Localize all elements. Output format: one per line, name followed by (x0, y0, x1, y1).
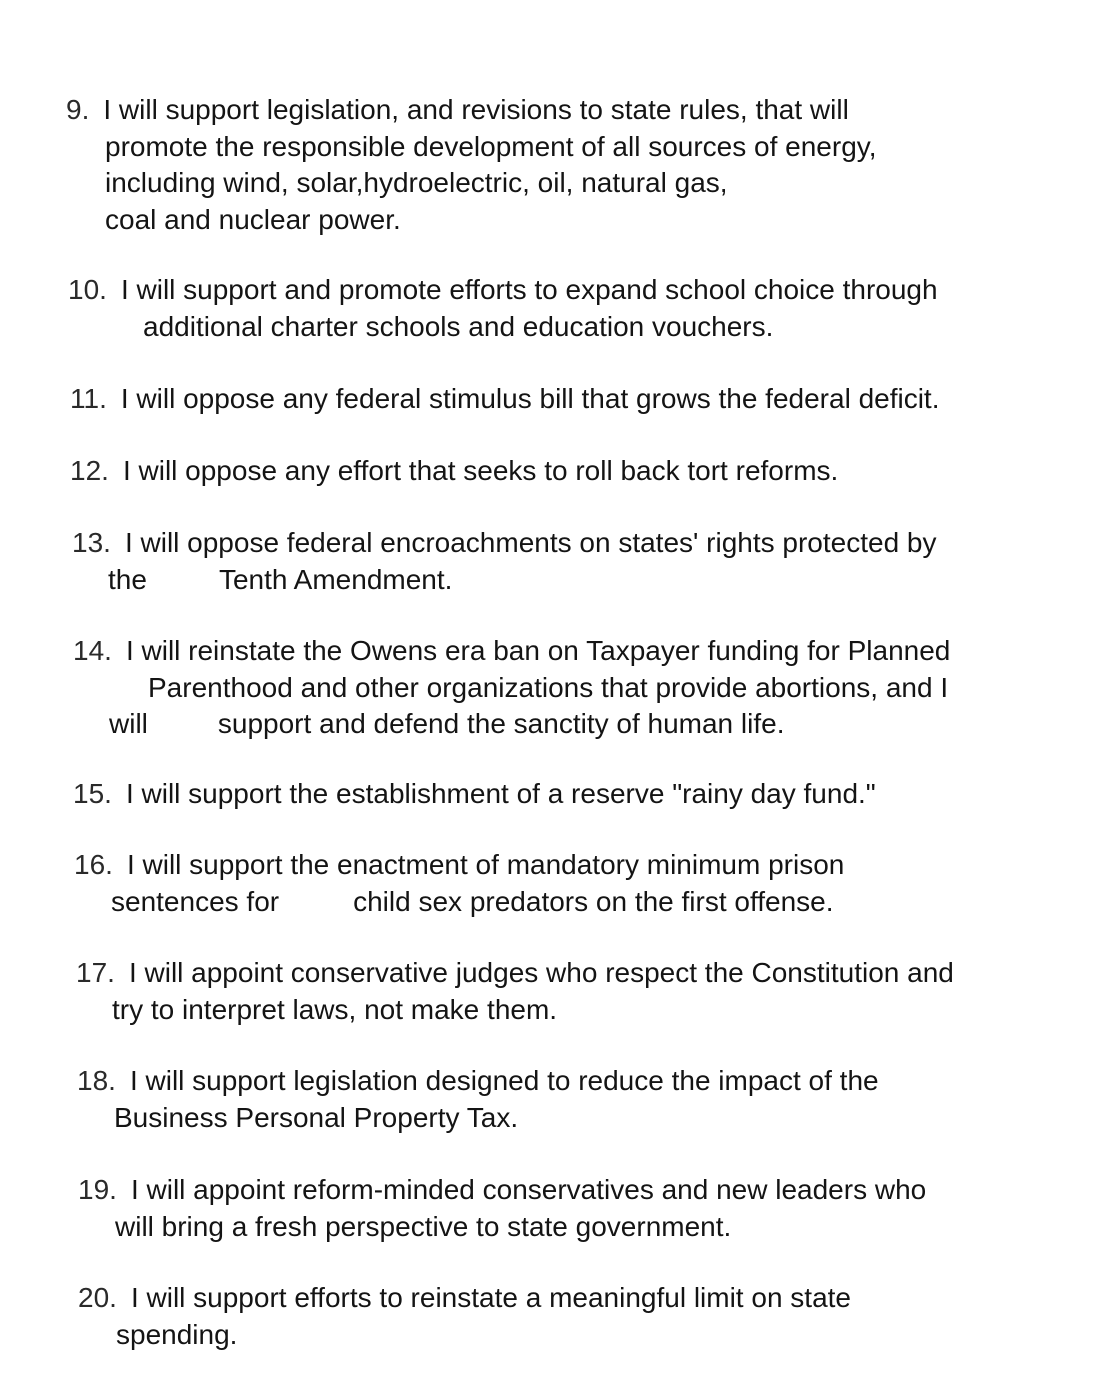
pledge-text: Business Personal Property Tax. (114, 1101, 519, 1133)
pledge-text: I will support legislation designed to reduce the impact of the (129, 1065, 879, 1096)
pledge-12 (70, 453, 838, 490)
pledge-text: Parenthood and other organizations that provide abortions, and I (148, 671, 949, 703)
pledge-number: 11. (70, 383, 107, 414)
pledge-number: 19. (78, 1174, 117, 1205)
pledge-17 (76, 955, 954, 1028)
pledge-text: try to interpret laws, not make them. (112, 993, 558, 1025)
pledge-text: spending. (116, 1318, 238, 1350)
pledge-number: 13. (72, 527, 111, 558)
pledge-text: I will support and promote efforts to expand school choice through (120, 274, 938, 305)
pledge-text: I will appoint reform-minded conservatives and new leaders who (130, 1174, 927, 1205)
pledge-number: 16. (74, 849, 113, 880)
pledge-text: I will reinstate the Owens era ban on Taxpayer funding for Planned (125, 635, 951, 666)
pledge-20 (78, 1280, 851, 1353)
pledge-14 (73, 633, 950, 743)
pledge-text: coal and nuclear power. (105, 203, 401, 235)
pledge-text: will (109, 708, 148, 739)
pledge-text: additional charter schools and education vouchers. (143, 310, 774, 342)
pledge-text: including wind, solar,hydroelectric, oil, natural gas, (105, 167, 728, 198)
pledge-text: the (108, 563, 147, 595)
pledge-text: I will oppose any federal stimulus bill that grows the federal deficit. (120, 383, 940, 414)
pledge-number: 14. (73, 635, 112, 666)
pledge-11 (70, 381, 940, 418)
pledge-text: I will oppose federal encroachments on states' rights protected by (124, 527, 937, 558)
pledge-number: 18. (77, 1065, 116, 1096)
pledge-text: I will support efforts to reinstate a meaningful limit on state (130, 1282, 851, 1313)
pledge-10 (68, 272, 938, 345)
pledge-text: will bring a fresh perspective to state government. (115, 1210, 732, 1242)
pledge-9 (66, 92, 876, 238)
pledge-text: I will appoint conservative judges who respect the Constitution and (128, 957, 954, 988)
pledge-text: Tenth Amendment. (218, 563, 453, 595)
pledge-text: promote the responsible development of all sources of energy, (105, 130, 877, 162)
pledge-text: sentences for (111, 885, 280, 917)
pledge-13 (72, 525, 937, 598)
pledge-text: I will oppose any effort that seeks to roll back tort reforms. (122, 455, 839, 486)
pledge-number: 9. (66, 94, 90, 125)
pledge-number: 17. (76, 957, 115, 988)
pledge-number: 10. (68, 274, 107, 305)
pledge-18 (77, 1063, 879, 1136)
pledge-16 (74, 847, 844, 920)
pledge-text: child sex predators on the first offense. (353, 885, 834, 917)
pledge-number: 15. (73, 778, 112, 809)
pledge-19 (78, 1172, 926, 1245)
pledge-text: support and defend the sanctity of human life. (217, 708, 785, 739)
pledge-text: I will support the establishment of a reserve "rainy day fund." (125, 778, 876, 809)
pledge-number: 20. (78, 1282, 117, 1313)
pledge-number: 12. (70, 455, 109, 486)
pledge-15 (73, 776, 876, 813)
pledge-text: I will support legislation, and revisions to state rules, that will (103, 94, 849, 125)
pledge-text: I will support the enactment of mandatory minimum prison (126, 849, 845, 880)
